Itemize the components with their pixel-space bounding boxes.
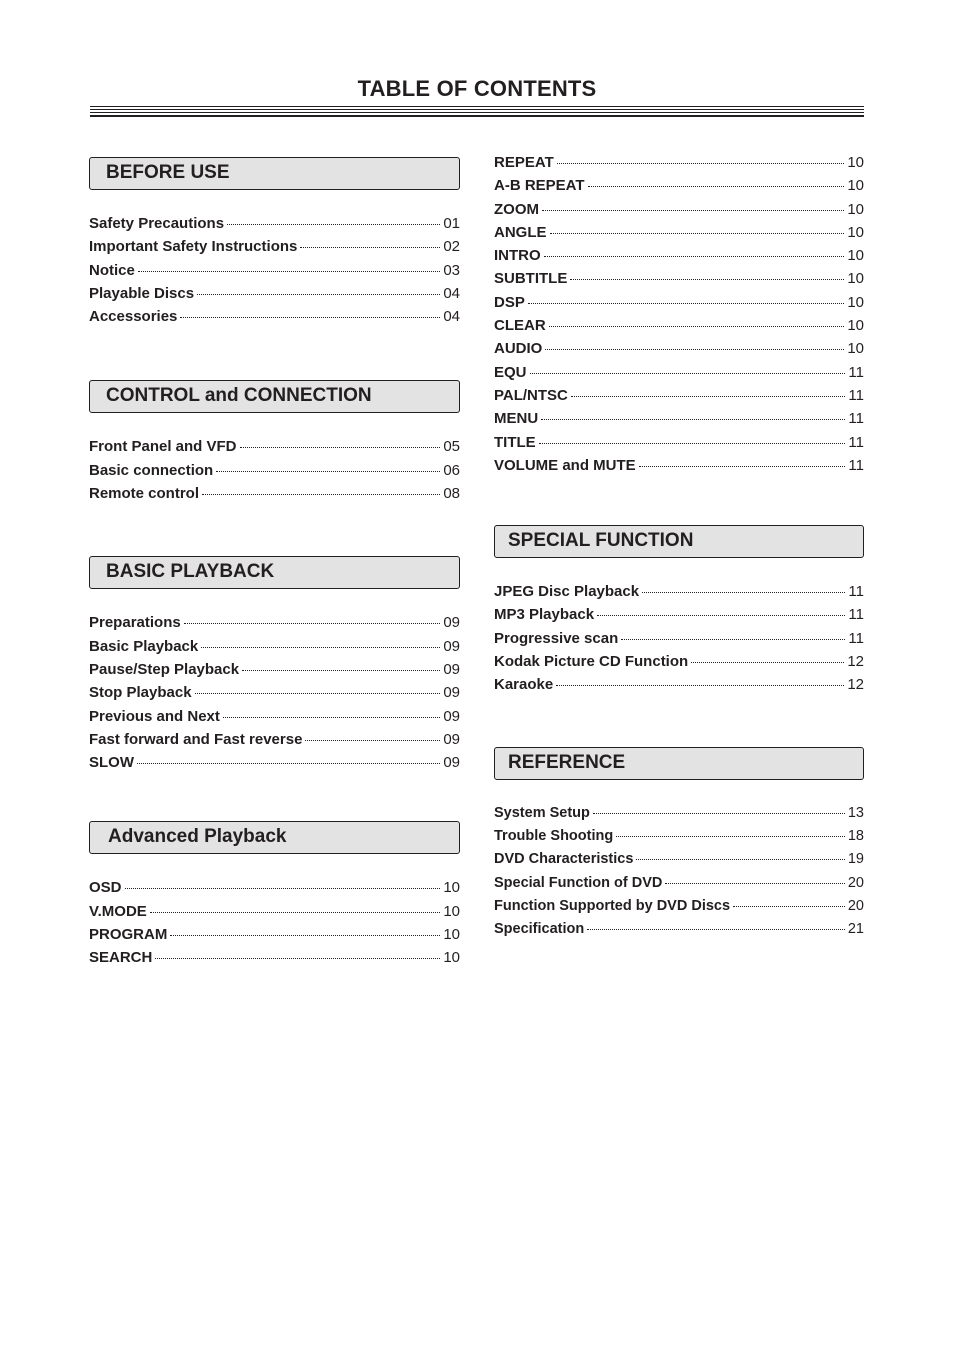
dot-leader bbox=[691, 662, 844, 663]
dot-leader bbox=[570, 279, 844, 280]
entry-label: Preparations bbox=[89, 614, 181, 632]
toc-entry[interactable] bbox=[494, 317, 864, 340]
entry-label: Remote control bbox=[89, 485, 200, 503]
entry-page: 01 bbox=[443, 215, 460, 232]
dot-leader bbox=[530, 373, 846, 374]
dot-leader bbox=[197, 294, 440, 295]
toc-entry[interactable] bbox=[89, 438, 460, 461]
entry-page: 10 bbox=[443, 879, 460, 897]
entry-label: Fast forward and Fast reverse bbox=[89, 730, 303, 748]
toc-entry[interactable] bbox=[89, 638, 460, 661]
entry-label: SEARCH bbox=[89, 949, 153, 967]
entry-label: Front Panel and VFD bbox=[89, 438, 237, 456]
toc-entry[interactable] bbox=[89, 754, 460, 777]
dot-leader bbox=[305, 740, 440, 741]
toc-entry[interactable] bbox=[494, 851, 864, 874]
dot-leader bbox=[542, 210, 844, 211]
toc-entry[interactable] bbox=[494, 224, 864, 247]
toc-entry[interactable] bbox=[494, 653, 864, 676]
dot-leader bbox=[571, 396, 846, 397]
entry-page: 11 bbox=[848, 363, 864, 381]
toc-entry[interactable] bbox=[494, 606, 864, 629]
entry-label: System Setup bbox=[494, 804, 590, 821]
entry-label: Pause/Step Playback bbox=[89, 660, 240, 678]
entry-label: REPEAT bbox=[494, 154, 554, 171]
entry-label: Specification bbox=[494, 921, 585, 938]
entry-label: Progressive scan bbox=[494, 629, 619, 647]
entry-label: VOLUME and MUTE bbox=[494, 456, 636, 474]
dot-leader bbox=[539, 443, 846, 444]
toc-entry[interactable] bbox=[89, 238, 460, 261]
dot-leader bbox=[593, 813, 845, 814]
entry-page: 05 bbox=[443, 438, 460, 456]
toc-list bbox=[89, 215, 460, 331]
dot-leader bbox=[616, 836, 845, 837]
dot-leader bbox=[216, 471, 440, 472]
dot-leader bbox=[201, 647, 440, 648]
toc-entry[interactable] bbox=[494, 630, 864, 653]
section-basic-playback bbox=[89, 556, 460, 777]
entry-label: AUDIO bbox=[494, 340, 543, 358]
entry-label: Basic connection bbox=[89, 461, 214, 479]
dot-leader bbox=[597, 615, 845, 616]
page-title: TABLE OF CONTENTS bbox=[357, 76, 597, 101]
toc-entry[interactable] bbox=[89, 262, 460, 285]
entry-page: 20 bbox=[847, 897, 864, 914]
entry-page: 10 bbox=[847, 293, 864, 311]
dot-leader bbox=[227, 224, 440, 225]
toc-entry[interactable] bbox=[494, 875, 864, 898]
dot-leader bbox=[557, 163, 845, 164]
dot-leader bbox=[242, 670, 440, 671]
entry-label: Basic Playback bbox=[89, 637, 199, 655]
toc-entry[interactable] bbox=[89, 661, 460, 684]
entry-page: 19 bbox=[847, 851, 864, 868]
toc-entry[interactable] bbox=[494, 364, 864, 387]
entry-page: 10 bbox=[847, 317, 864, 335]
entry-page: 10 bbox=[443, 949, 460, 967]
dot-leader bbox=[180, 317, 440, 318]
entry-page: 09 bbox=[443, 660, 460, 678]
entry-page: 11 bbox=[848, 433, 864, 451]
toc-list bbox=[89, 879, 460, 972]
entry-page: 11 bbox=[848, 606, 864, 624]
entry-label: Function Supported by DVD Discs bbox=[494, 897, 731, 914]
entry-page: 11 bbox=[848, 629, 864, 647]
toc-entry[interactable] bbox=[494, 340, 864, 363]
toc-entry[interactable] bbox=[494, 828, 864, 851]
section-special-function bbox=[494, 525, 864, 699]
dot-leader bbox=[550, 233, 845, 234]
toc-entry[interactable] bbox=[494, 676, 864, 699]
entry-page: 10 bbox=[847, 177, 864, 195]
section-header: REFERENCE bbox=[494, 747, 864, 780]
toc-entry[interactable] bbox=[89, 462, 460, 485]
dot-leader bbox=[665, 883, 844, 884]
entry-page: 10 bbox=[847, 270, 864, 288]
entry-page: 10 bbox=[443, 902, 460, 920]
toc-list-continued bbox=[494, 154, 864, 480]
dot-leader bbox=[588, 186, 845, 187]
section-header: BEFORE USE bbox=[89, 157, 460, 190]
toc-entry[interactable] bbox=[89, 903, 460, 926]
dot-leader bbox=[300, 247, 440, 248]
toc-entry[interactable] bbox=[89, 684, 460, 707]
dot-leader bbox=[240, 447, 441, 448]
entry-label: TITLE bbox=[494, 433, 536, 451]
entry-label: SUBTITLE bbox=[494, 270, 568, 288]
toc-entry[interactable] bbox=[494, 457, 864, 480]
entry-page: 20 bbox=[847, 874, 864, 891]
entry-label: MP3 Playback bbox=[494, 606, 595, 624]
dot-leader bbox=[545, 349, 844, 350]
entry-label: SLOW bbox=[89, 754, 134, 772]
toc-entry[interactable] bbox=[494, 177, 864, 200]
entry-label: A-B REPEAT bbox=[494, 177, 585, 195]
entry-label: PAL/NTSC bbox=[494, 386, 568, 404]
entry-page: 11 bbox=[848, 386, 864, 404]
dot-leader bbox=[642, 592, 845, 593]
entry-label: Important Safety Instructions bbox=[89, 238, 298, 256]
entry-label: ZOOM bbox=[494, 200, 539, 218]
entry-label: EQU bbox=[494, 363, 527, 381]
dot-leader bbox=[155, 958, 440, 959]
entry-page: 13 bbox=[847, 804, 864, 821]
entry-label: PROGRAM bbox=[89, 926, 168, 944]
entry-label: DVD Characteristics bbox=[494, 851, 634, 868]
toc-entry[interactable] bbox=[89, 731, 460, 754]
toc-entry[interactable] bbox=[494, 154, 864, 177]
entry-label: DSP bbox=[494, 293, 525, 311]
section-advanced-playback bbox=[89, 821, 460, 972]
toc-entry[interactable] bbox=[89, 285, 460, 308]
entry-page: 12 bbox=[847, 653, 864, 671]
section-control-and-connection bbox=[89, 380, 460, 508]
entry-label: Special Function of DVD bbox=[494, 874, 663, 891]
entry-page: 03 bbox=[443, 261, 460, 279]
entry-page: 09 bbox=[443, 614, 460, 632]
toc-entry[interactable] bbox=[494, 434, 864, 457]
toc-entry[interactable] bbox=[89, 215, 460, 238]
toc-entry[interactable] bbox=[494, 201, 864, 224]
section-header: SPECIAL FUNCTION bbox=[494, 525, 864, 558]
entry-page: 09 bbox=[443, 637, 460, 655]
toc-entry[interactable] bbox=[494, 270, 864, 293]
entry-label: Accessories bbox=[89, 308, 178, 326]
entry-page: 09 bbox=[443, 730, 460, 748]
right-column bbox=[494, 154, 864, 944]
entry-label: ANGLE bbox=[494, 223, 547, 241]
toc-list bbox=[494, 583, 864, 699]
section-before-use bbox=[89, 157, 460, 331]
toc-entry[interactable] bbox=[89, 485, 460, 508]
entry-page: 09 bbox=[443, 754, 460, 772]
entry-page: 04 bbox=[443, 308, 460, 326]
entry-page: 09 bbox=[443, 684, 460, 702]
entry-label: CLEAR bbox=[494, 317, 546, 335]
toc-entry[interactable] bbox=[494, 294, 864, 317]
entry-page: 12 bbox=[847, 676, 864, 694]
entry-label: JPEG Disc Playback bbox=[494, 583, 640, 601]
toc-entry[interactable] bbox=[494, 387, 864, 410]
entry-label: Karaoke bbox=[494, 676, 554, 694]
dot-leader bbox=[223, 717, 440, 718]
entry-page: 10 bbox=[443, 926, 460, 944]
dot-leader bbox=[733, 906, 845, 907]
section-header: BASIC PLAYBACK bbox=[89, 556, 460, 589]
toc-entry[interactable] bbox=[89, 708, 460, 731]
entry-page: 08 bbox=[443, 485, 460, 503]
left-column bbox=[89, 157, 460, 973]
entry-page: 02 bbox=[443, 238, 460, 256]
entry-page: 04 bbox=[443, 284, 460, 302]
entry-page: 10 bbox=[847, 340, 864, 358]
section-header: Advanced Playback bbox=[89, 821, 460, 854]
toc-entry[interactable] bbox=[494, 805, 864, 828]
toc-entry[interactable] bbox=[89, 949, 460, 972]
entry-label: OSD bbox=[89, 879, 122, 897]
entry-label: INTRO bbox=[494, 247, 541, 265]
dot-leader bbox=[636, 859, 844, 860]
toc-entry[interactable] bbox=[494, 921, 864, 944]
dot-leader bbox=[150, 912, 441, 913]
entry-page: 10 bbox=[847, 247, 864, 265]
entry-page: 10 bbox=[847, 200, 864, 218]
section-reference bbox=[494, 747, 864, 945]
toc-entry[interactable] bbox=[494, 583, 864, 606]
entry-label: Playable Discs bbox=[89, 284, 195, 302]
dot-leader bbox=[137, 763, 440, 764]
entry-label: Kodak Picture CD Function bbox=[494, 653, 689, 671]
entry-page: 11 bbox=[848, 410, 864, 428]
entry-label: Previous and Next bbox=[89, 707, 220, 725]
section-header: CONTROL and CONNECTION bbox=[89, 380, 460, 413]
toc-list bbox=[494, 805, 864, 945]
toc-entry[interactable] bbox=[89, 614, 460, 637]
entry-page: 10 bbox=[847, 154, 864, 171]
dot-leader bbox=[639, 466, 846, 467]
entry-page: 11 bbox=[848, 456, 864, 474]
entry-page: 06 bbox=[443, 461, 460, 479]
dot-leader bbox=[528, 303, 844, 304]
dot-leader bbox=[621, 639, 845, 640]
entry-label: V.MODE bbox=[89, 902, 147, 920]
dot-leader bbox=[184, 623, 441, 624]
dot-leader bbox=[549, 326, 845, 327]
dot-leader bbox=[587, 929, 845, 930]
title-rule bbox=[90, 106, 864, 118]
dot-leader bbox=[170, 935, 440, 936]
entry-label: Trouble Shooting bbox=[494, 827, 614, 844]
entry-label: Stop Playback bbox=[89, 684, 192, 702]
entry-page: 10 bbox=[847, 223, 864, 241]
toc-entry[interactable] bbox=[494, 247, 864, 270]
toc-entry[interactable] bbox=[494, 898, 864, 921]
entry-page: 21 bbox=[847, 921, 864, 938]
dot-leader bbox=[202, 494, 440, 495]
entry-label: MENU bbox=[494, 410, 539, 428]
entry-page: 18 bbox=[847, 827, 864, 844]
entry-label: Safety Precautions bbox=[89, 215, 225, 232]
dot-leader bbox=[138, 271, 440, 272]
toc-list bbox=[89, 614, 460, 777]
dot-leader bbox=[541, 419, 845, 420]
toc-entry[interactable] bbox=[89, 926, 460, 949]
dot-leader bbox=[544, 256, 845, 257]
entry-page: 09 bbox=[443, 707, 460, 725]
toc-list bbox=[89, 438, 460, 508]
toc-entry[interactable] bbox=[89, 879, 460, 902]
dot-leader bbox=[195, 693, 441, 694]
dot-leader bbox=[125, 888, 441, 889]
dot-leader bbox=[556, 685, 844, 686]
toc-entry[interactable] bbox=[89, 308, 460, 331]
entry-label: Notice bbox=[89, 261, 135, 279]
toc-entry[interactable] bbox=[494, 410, 864, 433]
entry-page: 11 bbox=[848, 583, 864, 601]
